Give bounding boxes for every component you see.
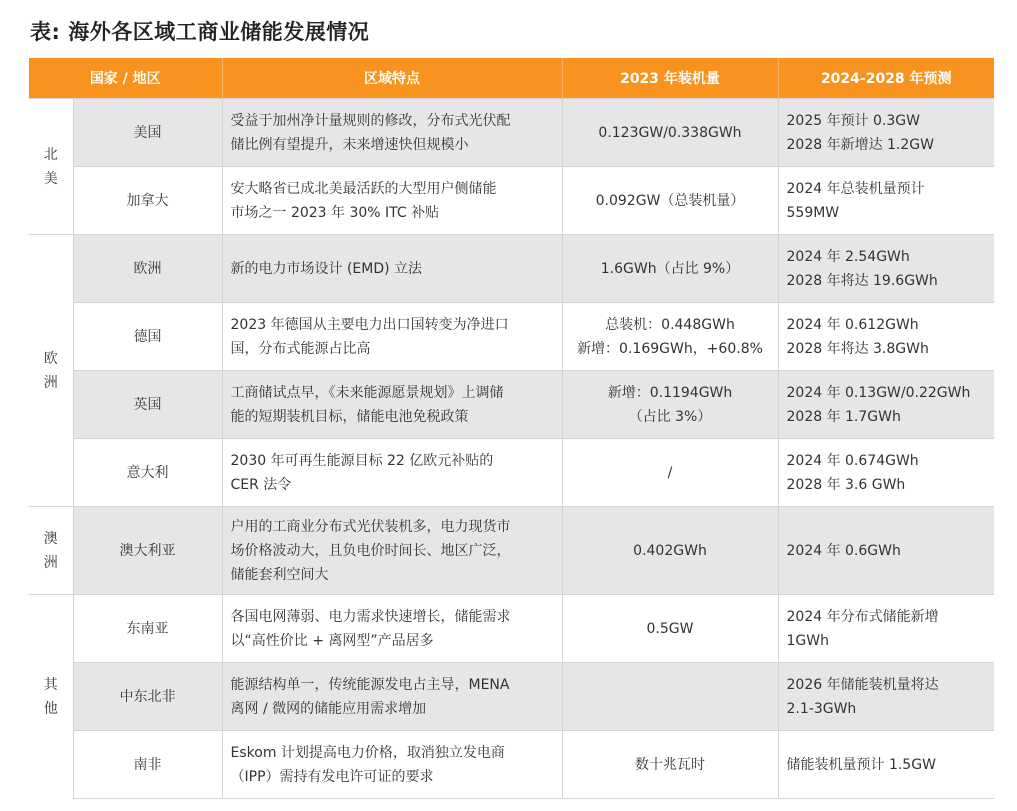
country-cell: 英国 xyxy=(73,371,222,439)
installed-cell xyxy=(562,595,778,663)
features-cell-line: （IPP）需持有发电许可证的要求 xyxy=(230,768,434,785)
forecast-cell-line: 2024 年 2.54GWh xyxy=(786,248,910,265)
features-cell-line: 工商储试点早，《未来能源愿景规划》上调储 xyxy=(230,384,504,401)
installed-cell-line: （占比 3%） xyxy=(628,408,712,425)
features-cell xyxy=(222,507,562,595)
forecast-cell-line: 2025 年预计 0.3GW xyxy=(786,112,920,129)
table-row xyxy=(29,663,994,731)
features-cell-line: 受益于加州净计量规则的修改，分布式光伏配 xyxy=(230,112,511,129)
features-cell-line: 能的短期装机目标，储能电池免税政策 xyxy=(230,408,469,425)
region-cell xyxy=(29,235,73,507)
forecast-cell xyxy=(778,303,994,371)
features-cell xyxy=(222,371,562,439)
features-cell-line: 以“高性价比 + 离网型”产品居多 xyxy=(230,632,434,649)
features-cell xyxy=(222,663,562,731)
table-row xyxy=(29,731,994,799)
header-forecast: 2024-2028 年预测 xyxy=(778,58,994,99)
country-cell: 德国 xyxy=(73,303,222,371)
features-cell xyxy=(222,235,562,303)
features-cell-line: 户用的工商业分布式光伏装机多，电力现货市 xyxy=(230,518,511,535)
overseas-storage-table xyxy=(29,58,994,799)
forecast-cell xyxy=(778,167,994,235)
region-cell xyxy=(29,507,73,595)
forecast-cell-line: 2026 年储能装机量将达 xyxy=(786,676,939,693)
forecast-cell xyxy=(778,99,994,167)
features-cell-line: 国，分布式能源占比高 xyxy=(230,340,371,357)
features-cell-line: 2023 年德国从主要电力出口国转变为净进口 xyxy=(230,316,509,333)
region-name: 欧洲 xyxy=(43,350,58,391)
installed-cell-line: 0.123GW/0.338GWh xyxy=(598,124,742,141)
country-cell: 加拿大 xyxy=(73,167,222,235)
forecast-cell-line: 2028 年新增达 1.2GW xyxy=(786,136,934,153)
region-name: 北美 xyxy=(43,146,58,187)
installed-cell xyxy=(562,235,778,303)
installed-cell xyxy=(562,663,778,731)
installed-cell-line: 新增：0.1194GWh xyxy=(607,384,733,401)
features-cell-line: 储比例有望提升，未来增速快但规模小 xyxy=(230,136,469,153)
features-cell-line: 2030 年可再生能源目标 22 亿欧元补贴的 xyxy=(230,452,494,469)
installed-cell-line: 数十兆瓦时 xyxy=(635,756,705,773)
forecast-cell xyxy=(778,507,994,595)
forecast-cell-line: 2024 年总装机量预计 xyxy=(786,180,925,197)
forecast-cell-line: 2024 年分布式储能新增 xyxy=(786,608,939,625)
forecast-cell xyxy=(778,371,994,439)
installed-cell xyxy=(562,167,778,235)
forecast-cell xyxy=(778,663,994,731)
features-cell xyxy=(222,167,562,235)
forecast-cell-line: 2024 年 0.6GWh xyxy=(786,542,901,559)
installed-cell xyxy=(562,731,778,799)
features-cell-line: Eskom 计划提高电力价格，取消独立发电商 xyxy=(230,744,505,761)
installed-cell-line: / xyxy=(667,464,673,481)
features-cell-line: 新的电力市场设计 (EMD) 立法 xyxy=(230,260,423,277)
header-row xyxy=(29,58,994,99)
forecast-cell-line: 2028 年将达 19.6GWh xyxy=(786,272,938,289)
installed-cell xyxy=(562,507,778,595)
features-cell-line: 能源结构单一，传统能源发电占主导，MENA xyxy=(230,676,510,693)
features-cell-line: 场价格波动大，且负电价时间长、地区广泛， xyxy=(230,542,511,559)
header-features: 区域特点 xyxy=(222,58,562,99)
table-row xyxy=(29,167,994,235)
forecast-cell-line: 2028 年将达 3.8GWh xyxy=(786,340,929,357)
table-row xyxy=(29,235,994,303)
country-cell: 南非 xyxy=(73,731,222,799)
installed-cell xyxy=(562,303,778,371)
table-row xyxy=(29,303,994,371)
features-cell xyxy=(222,731,562,799)
features-cell-line: 安大略省已成北美最活跃的大型用户侧储能 xyxy=(230,180,497,197)
country-cell: 欧洲 xyxy=(73,235,222,303)
features-cell-line: CER 法令 xyxy=(230,476,292,493)
table-row xyxy=(29,439,994,507)
table-body xyxy=(29,99,994,799)
forecast-cell-line: 储能装机量预计 1.5GW xyxy=(786,756,936,773)
features-cell-line: 市场之一 2023 年 30% ITC 补贴 xyxy=(230,204,440,221)
installed-cell xyxy=(562,99,778,167)
table-row xyxy=(29,507,994,595)
features-cell xyxy=(222,595,562,663)
region-name: 其他 xyxy=(43,676,58,717)
forecast-cell xyxy=(778,731,994,799)
features-cell-line: 各国电网薄弱、电力需求快速增长，储能需求 xyxy=(230,608,511,625)
table-row xyxy=(29,595,994,663)
region-cell xyxy=(29,99,73,235)
forecast-cell-line: 2024 年 0.13GW/0.22GWh xyxy=(786,384,971,401)
forecast-cell xyxy=(778,595,994,663)
installed-cell-line: 0.092GW（总装机量） xyxy=(595,192,745,209)
region-cell xyxy=(29,595,73,799)
forecast-cell-line: 2024 年 0.612GWh xyxy=(786,316,919,333)
installed-cell-line: 总装机：0.448GWh xyxy=(605,316,735,333)
installed-cell-line: 1.6GWh（占比 9%） xyxy=(600,260,740,277)
forecast-cell-line: 559MW xyxy=(786,204,840,221)
country-cell: 澳大利亚 xyxy=(73,507,222,595)
installed-cell-line: 新增：0.169GWh，+60.8% xyxy=(577,340,763,357)
features-cell xyxy=(222,99,562,167)
table-row xyxy=(29,371,994,439)
installed-cell xyxy=(562,439,778,507)
forecast-cell-line: 1GWh xyxy=(786,632,829,649)
forecast-cell-line: 2028 年 3.6 GWh xyxy=(786,476,906,493)
forecast-cell-line: 2028 年 1.7GWh xyxy=(786,408,901,425)
table-row xyxy=(29,99,994,167)
forecast-cell-line: 2024 年 0.674GWh xyxy=(786,452,919,469)
header-installed-2023: 2023 年装机量 xyxy=(562,58,778,99)
installed-cell-line: 0.5GW xyxy=(646,620,694,637)
forecast-cell xyxy=(778,439,994,507)
features-cell-line: 储能套利空间大 xyxy=(230,566,329,583)
header-region-country: 国家 / 地区 xyxy=(29,58,222,99)
features-cell xyxy=(222,439,562,507)
region-name: 澳洲 xyxy=(43,530,58,571)
table-title: 表: 海外各区域工商业储能发展情况 xyxy=(30,20,370,44)
features-cell-line: 离网 / 微网的储能应用需求增加 xyxy=(230,700,427,717)
installed-cell xyxy=(562,371,778,439)
forecast-cell xyxy=(778,235,994,303)
country-cell: 中东北非 xyxy=(73,663,222,731)
features-cell xyxy=(222,303,562,371)
country-cell: 美国 xyxy=(73,99,222,167)
forecast-cell-line: 2.1-3GWh xyxy=(786,700,857,717)
installed-cell-line: 0.402GWh xyxy=(633,542,707,559)
country-cell: 意大利 xyxy=(73,439,222,507)
country-cell: 东南亚 xyxy=(73,595,222,663)
